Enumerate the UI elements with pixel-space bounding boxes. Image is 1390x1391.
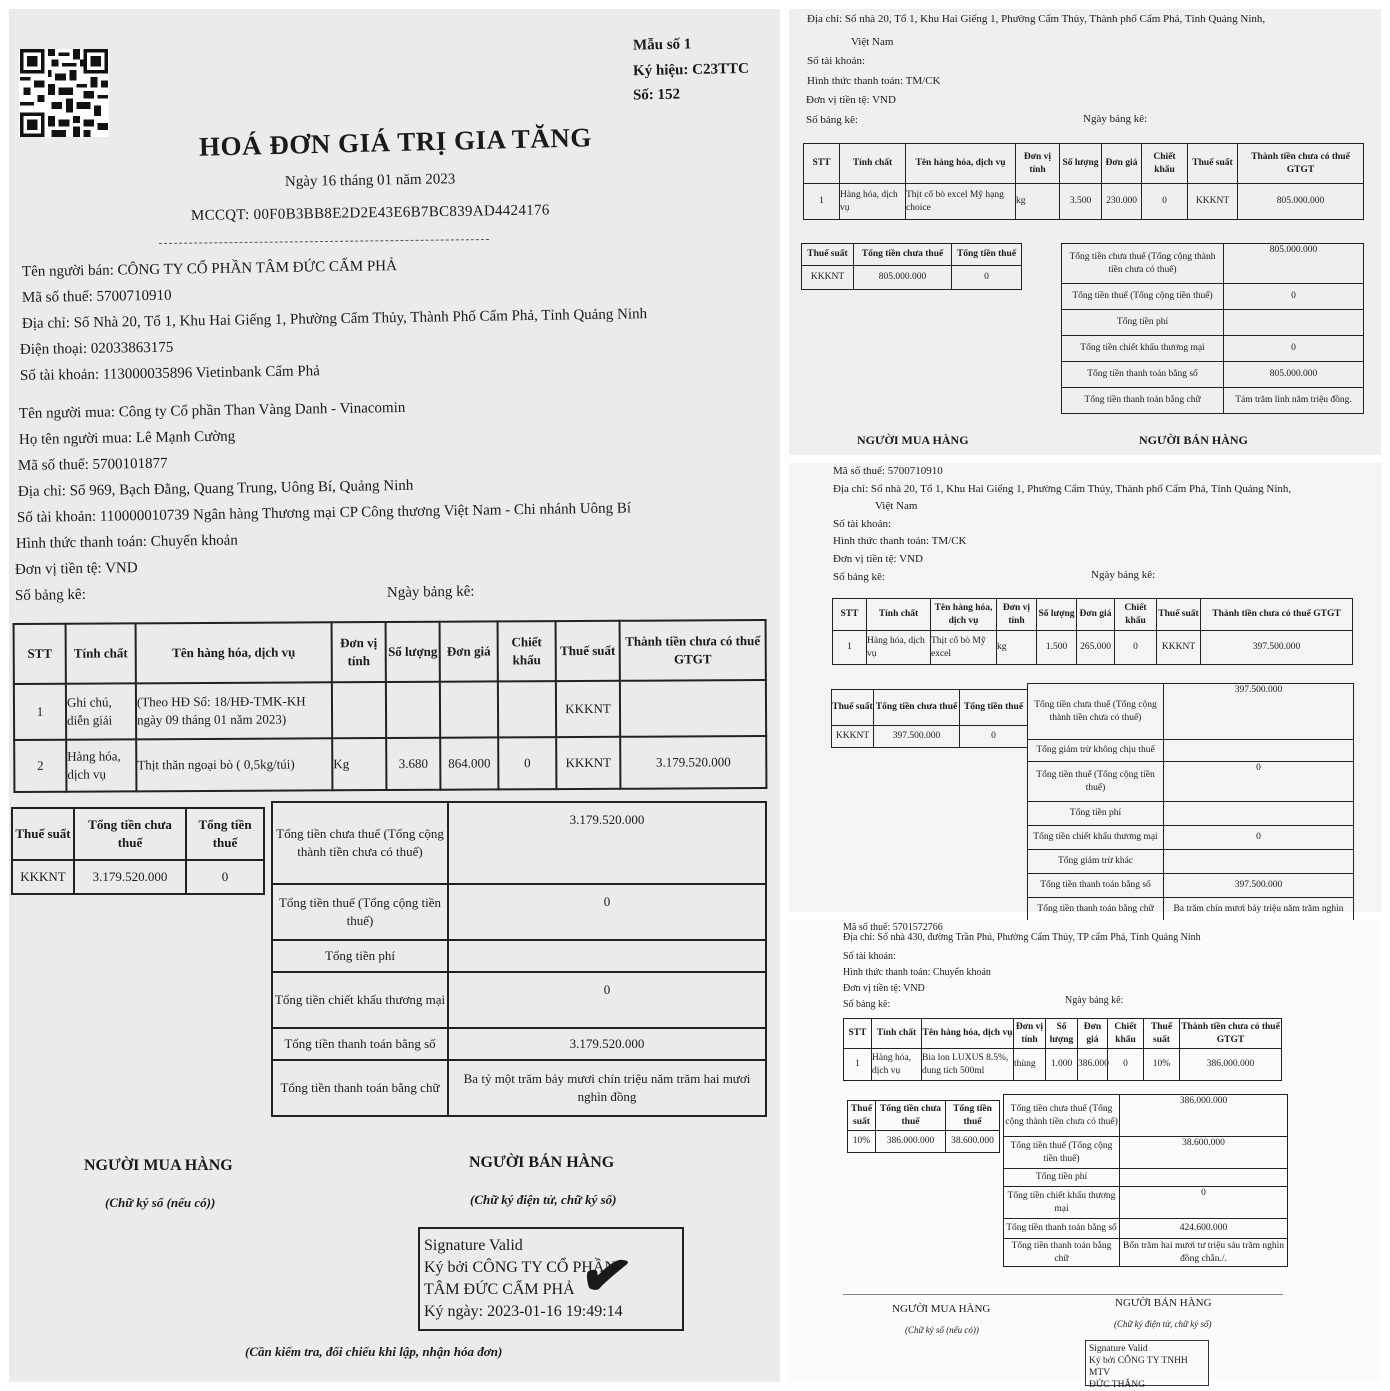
col-qty: Số lượng <box>386 622 440 682</box>
col-type: Tính chất <box>66 623 136 683</box>
col-price: Đơn giá <box>440 621 498 681</box>
table-row: KKKNT 3.179.520.000 0 <box>12 860 264 894</box>
list-number: Số bảng kê: <box>14 586 86 604</box>
totals-table: Tổng tiền chưa thuế (Tổng cộng thành tiền chưa có thuế) 805.000.000 Tổng tiền thuế (Tổng cộng tiền thuế) 0 Tổng tiền phí Tổng tiền chiết khấu thương mại 0 Tổng tiền thanh toán bằng số 805.000.000 Tổng tiền thanh toán bằng chữ Tám trăm linh năm triệu đồng. <box>1061 243 1364 414</box>
buyer-address: Địa chỉ: Số 969, Bạch Đằng, Quang Trung, Uông Bí, Quảng Ninh <box>17 477 414 500</box>
table-row: 1 Hàng hóa, dịch vụ Thịt cổ bò excel Mỹ hạng choice kg 3.500 230.000 0 KKKNT 805.000.000 <box>804 184 1364 220</box>
invoice-photo-2: Địa chỉ: Số nhà 20, Tổ 1, Khu Hai Giếng 1, Phường Cẩm Thủy, Thành phố Cẩm Phả, Tỉnh Quảng Ninh, Việt Nam Số tài khoản: Hình thức thanh toán: TM/CK Đơn vị tiền tệ: VND Số bảng kê: Ngày bảng kê: STT Tính chất Tên hàng hóa, dịch vụ Đơn vị tính Số lượng Đơn giá Chiết khấu Thuế suất Thành tiền chưa có thuế GTGT 1 Hàng hóa, dịch vụ Thịt cổ bò excel Mỹ hạng choice kg 3.500 230.000 0 KKKNT 805.000.000 Thuế suất Tổng tiền chưa thuế Tổng tiền thuế KKKNT 805.000.000 0 Tổng tiền chưa thuế (Tổng cộng thành tiền chưa có thuế) 805.000.000 Tổng tiền thuế (Tổng cộng tiền thuế) 0 Tổng tiền phí Tổng tiền chiết khấu thương mại 0 Tổng tiền thanh toán bằng số 805.000.000 Tổng tiền thanh toán bằng chữ Tám trăm linh năm triệu đồng. NGƯỜI MUA HÀNG NGƯỜI BÁN HÀNG <box>789 9 1381 455</box>
invoice-photo-4: Mã số thuế: 5701572766 Địa chỉ: Số nhà 430, đường Trần Phú, Phường Cẩm Thủy, TP cẩm Phả, Tỉnh Quảng Ninh Số tài khoản: Hình thức thanh toán: Chuyển khoản Đơn vị tiền tệ: VND Số bảng kê: Ngày bảng kê: STT Tính chất Tên hàng hóa, dịch vụ Đơn vị tính Số lượng Đơn giá Chiết khấu Thuế suất Thành tiền chưa có thuế GTGT 1 Hàng hóa, dịch vụ Bia lon LUXUS 8.5%, dung tích 500ml thùng 1.000 386.000 0 10% 386.000.000 Thuế suất Tổng tiền chưa thuế Tổng tiền thuế 10% 386.000.000 38.600.000 Tổng tiền chưa thuế (Tổng cộng thành tiền chưa có thuế) 386.000.000 Tổng tiền thuế (Tổng cộng tiền thuế) 38.600.000 Tổng tiền phí Tổng tiền chiết khấu thương mại 0 Tổng tiền thanh toán bằng số 424.600.000 Tổng tiền thanh toán bằng chữ Bốn trăm hai mươi tư triệu sáu trăm nghìn đồng chẵn./. NGƯỜI MUA HÀNG (Chữ ký số (nếu có)) NGƯỜI BÁN HÀNG (Chữ ký điện tử, chữ ký số) Signature Valid Ký bởi CÔNG TY TNHH MTV ĐỨC THẮNG <box>789 920 1381 1382</box>
seller-sign-note: (Chữ ký điện tử, chữ ký số) <box>470 1192 617 1207</box>
col-discount: Chiết khấu <box>498 621 556 681</box>
qr-code <box>19 49 109 137</box>
tax-authority-code: MCCQT: 00F0B3BB8E2D2E43E6B7BC839AD4424176 <box>190 202 550 224</box>
items-table: STT Tính chất Tên hàng hóa, dịch vụ Đơn vị tính Số lượng Đơn giá Chiết khấu Thuế suất Thành tiền chưa có thuế GTGT 1 Hàng hóa, dịch vụ Thịt cổ bò excel Mỹ hạng choice kg 3.500 230.000 0 KKKNT 805.000.000 <box>803 143 1364 220</box>
buyer-company: Tên người mua: Công ty Cổ phần Than Vàng Danh - Vinacomin <box>18 399 406 422</box>
seller-address: Địa chỉ: Số Nhà 20, Tổ 1, Khu Hai Giếng 1, Phường Cẩm Thủy, Thành Phố Cẩm Phả, Tỉnh Quảng Ninh <box>21 306 648 332</box>
seller-name: Tên người bán: CÔNG TY CỔ PHẦN TÂM ĐỨC CẨM PHẢ <box>21 258 398 280</box>
list-date: Ngày bảng kê: <box>386 583 475 601</box>
table-row: 2 Hàng hóa, dịch vụ Thịt thăn ngoại bò ( 0,5kg/túi) Kg 3.680 864.000 0 KKKNT 3.179.520.000 <box>14 736 766 792</box>
items-table: STT Tính chất Tên hàng hóa, dịch vụ Đơn vị tính Số lượng Đơn giá Chiết khấu Thuế suất Thành tiền chưa có thuế GTGT 1 Hàng hóa, dịch vụ Bia lon LUXUS 8.5%, dung tích 500ml thùng 1.000 386.000 0 10% 386.000.000 <box>843 1018 1282 1081</box>
checkmark-icon: ✔ <box>575 1239 637 1313</box>
invoice-number: Số: 152 <box>632 86 681 104</box>
divider <box>159 239 489 244</box>
col-unit: Đơn vị tính <box>332 622 386 682</box>
col-amount: Thành tiền chưa có thuế GTGT <box>620 620 766 681</box>
form-number: Mẫu số 1 <box>632 36 692 54</box>
buyer-sign-title: NGƯỜI MUA HÀNG <box>84 1157 233 1174</box>
col-stt: STT <box>14 624 66 684</box>
invoice-photo-3: Mã số thuế: 5700710910 Địa chỉ: Số nhà 20, Tổ 1, Khu Hai Giếng 1, Phường Cẩm Thủy, Thành phố Cẩm Phả, Tỉnh Quảng Ninh, Việt Nam Số tài khoản: Hình thức thanh toán: TM/CK Đơn vị tiền tệ: VND Số bảng kê: Ngày bảng kê: STT Tính chất Tên hàng hóa, dịch vụ Đơn vị tính Số lượng Đơn giá Chiết khấu Thuế suất Thành tiền chưa có thuế GTGT 1 Hàng hóa, dịch vụ Thịt cổ bò Mỹ excel kg 1.500 265.000 0 KKKNT 397.500.000 Thuế suất Tổng tiền chưa thuế Tổng tiền thuế KKKNT 397.500.000 0 Tổng tiền chưa thuế (Tổng cộng thành tiền chưa có thuế) 397.500.000 Tổng giảm trừ không chịu thuế Tổng tiền thuế (Tổng cộng tiền thuế) 0 Tổng tiền phí Tổng tiền chiết khấu thương mại 0 Tổng giảm trừ khác Tổng tiền thanh toán bằng số 397.500.000 Tổng tiền thanh toán bằng chữ Ba trăm chín mươi bảy triệu năm trăm nghìn <box>789 463 1381 912</box>
seller-tax-code: Mã số thuế: 5700710910 <box>21 287 172 306</box>
footer-note: (Cần kiểm tra, đối chiếu khi lập, nhận hóa đơn) <box>245 1344 503 1359</box>
tax-summary-table: Thuế suất Tổng tiền chưa thuế Tổng tiền thuế 10% 386.000.000 38.600.000 <box>847 1100 1000 1153</box>
payment-method: Hình thức thanh toán: Chuyển khoản <box>15 532 238 552</box>
table-row: 1 Hàng hóa, dịch vụ Bia lon LUXUS 8.5%, dung tích 500ml thùng 1.000 386.000 0 10% 386.000.000 <box>844 1049 1282 1081</box>
seller-account: Số tài khoản: 113000035896 Vietinbank Cẩm Phả <box>19 363 321 384</box>
totals-table: Tổng tiền chưa thuế (Tổng cộng thành tiền chưa có thuế) 397.500.000 Tổng giảm trừ không chịu thuế Tổng tiền thuế (Tổng cộng tiền thuế) 0 Tổng tiền phí Tổng tiền chiết khấu thương mại 0 Tổng giảm trừ khác Tổng tiền thanh toán bằng số 397.500.000 Tổng tiền thanh toán bằng chữ Ba trăm chín mươi bảy triệu năm trăm nghìn <box>1027 683 1354 922</box>
digital-signature-box: Signature Valid Ký bởi CÔNG TY TNHH MTV ĐỨC THẮNG <box>1085 1340 1209 1386</box>
tax-summary-table: Thuế suất Tổng tiền chưa thuế Tổng tiền thuế KKKNT 805.000.000 0 <box>801 243 1022 290</box>
invoice-date: Ngày 16 tháng 01 năm 2023 <box>284 171 456 190</box>
seller-phone: Điện thoại: 02033863175 <box>19 339 174 358</box>
table-row: 1 Ghi chú, diễn giải (Theo HĐ Số: 18/HĐ-TMK-KH ngày 09 tháng 01 năm 2023) KKKNT <box>14 680 766 740</box>
tax-summary-table: Thuế suất Tổng tiền chưa thuế Tổng tiền thuế KKKNT 3.179.520.000 0 <box>11 807 265 895</box>
buyer-person: Họ tên người mua: Lê Mạnh Cường <box>18 428 236 448</box>
items-table: STT Tính chất Tên hàng hóa, dịch vụ Đơn vị tính Số lượng Đơn giá Chiết khấu Thuế suất Thành tiền chưa có thuế GTGT 1 Hàng hóa, dịch vụ Thịt cổ bò Mỹ excel kg 1.500 265.000 0 KKKNT 397.500.000 <box>832 598 1353 665</box>
divider <box>843 1294 1283 1295</box>
invoice-title: HOÁ ĐƠN GIÁ TRỊ GIA TĂNG <box>198 122 593 162</box>
items-table-header <box>14 620 766 684</box>
tax-summary-table: Thuế suất Tổng tiền chưa thuế Tổng tiền thuế KKKNT 397.500.000 0 <box>831 689 1028 748</box>
buyer-account: Số tài khoản: 110000010739 Ngân hàng Thương mại CP Công thương Việt Nam - Chi nhánh Uông Bí <box>16 500 632 526</box>
totals-table: Tổng tiền chưa thuế (Tổng cộng thành tiền chưa có thuế) 3.179.520.000 Tổng tiền thuế (Tổng cộng tiền thuế) 0 Tổng tiền phí Tổng tiền chiết khấu thương mại 0 Tổng tiền thanh toán bằng số 3.179.520.000 Tổng tiền thanh toán bằng chữ Ba tỷ một trăm bảy mươi chín triệu năm trăm hai mươi nghìn đồng <box>271 801 767 1117</box>
currency: Đơn vị tiền tệ: VND <box>14 560 138 578</box>
buyer-tax-code: Mã số thuế: 5700101877 <box>17 455 168 474</box>
table-row: 1 Hàng hóa, dịch vụ Thịt cổ bò Mỹ excel kg 1.500 265.000 0 KKKNT 397.500.000 <box>833 631 1353 665</box>
digital-signature-box: Signature Valid Ký bởi CÔNG TY CỔ PHẦN TÂM ĐỨC CẨM PHẢ Ký ngày: 2023-01-16 19:49:14 <box>418 1227 684 1331</box>
invoice-symbol: Ký hiệu: C23TTC <box>632 60 750 80</box>
items-table <box>13 619 768 793</box>
invoice-photo-main <box>9 9 780 1382</box>
col-tax-rate: Thuế suất <box>556 621 620 681</box>
buyer-sign-note: (Chữ ký số (nếu có)) <box>105 1195 216 1210</box>
seller-sign-title: NGƯỜI BÁN HÀNG <box>469 1154 615 1171</box>
col-name: Tên hàng hóa, dịch vụ <box>136 622 332 683</box>
totals-table: Tổng tiền chưa thuế (Tổng cộng thành tiền chưa có thuế) 386.000.000 Tổng tiền thuế (Tổng cộng tiền thuế) 38.600.000 Tổng tiền phí Tổng tiền chiết khấu thương mại 0 Tổng tiền thanh toán bằng số 424.600.000 Tổng tiền thanh toán bằng chữ Bốn trăm hai mươi tư triệu sáu trăm nghìn đồng chẵn./. <box>1003 1094 1288 1267</box>
